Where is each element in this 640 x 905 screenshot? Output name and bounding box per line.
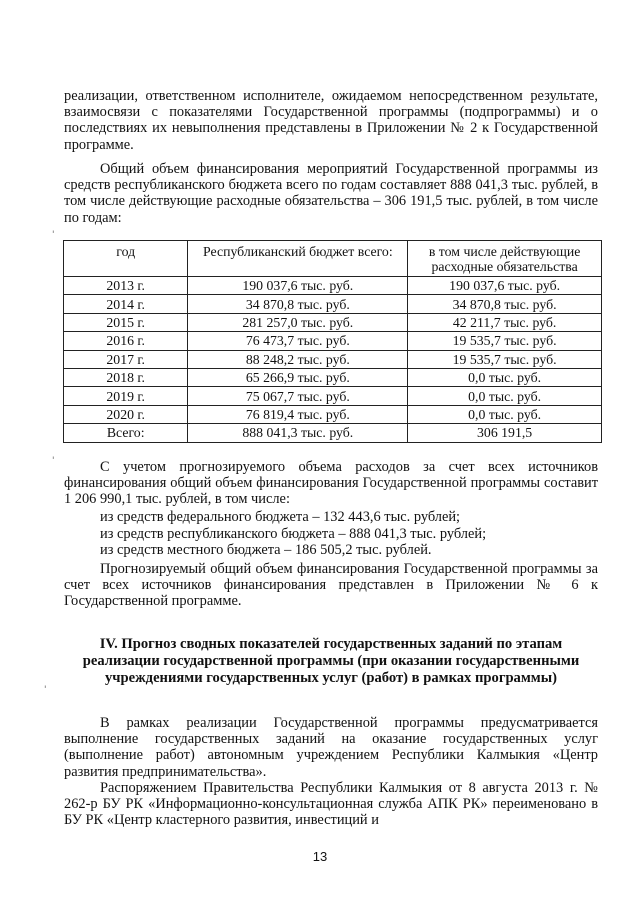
year-cell: 2015 г. [64, 313, 188, 331]
table-row [64, 332, 602, 350]
total-budget-cell: 888 041,3 тыс. руб. [188, 424, 408, 442]
intro-paragraph: реализации, ответственном исполнителе, ожидаемом непосредственном результате, взаимосвязи с показателями Государственной программы (подпрограммы) и о последствиях их невыполнения представлены в Приложении № 2 к Государственной программе. [64, 88, 598, 153]
section-heading: IV. Прогноз сводных показателей государственных заданий по этапам реализации государственной программы (при оказании государственными учреждениями государственных услуг (работ) в рамках программы) [82, 636, 580, 687]
table-row [64, 387, 602, 405]
total-financing-paragraph: С учетом прогнозируемого объема расходов за счет всех источников финансирования общий объем финансирования Государственной программы составит 1 206 990,1 тыс. рублей, в том числе: [64, 459, 598, 508]
margin-mark: ' [52, 456, 55, 466]
financing-intro-paragraph: Общий объем финансирования мероприятий Государственной программы из средств республиканского бюджета всего по годам составляет 888 041,3 тыс. рублей, в том числе действующие расходные обязательства – 306 191,5 тыс. рублей, в том числе по годам: [64, 161, 598, 226]
forecast-paragraph: Прогнозируемый общий объем финансирования Государственной программы за счет всех источников финансирования представлен в Приложении № 6 к Государственной программе. [64, 561, 598, 610]
obligations-cell: 19 535,7 тыс. руб. [408, 332, 602, 350]
section-paragraph-1: В рамках реализации Государственной программы предусматривается выполнение государственных заданий на оказание государственных услуг (выполнение работ) автономным учреждением Республики Калмыкия «Центр развития предпринимательства». [64, 715, 598, 780]
table-row [64, 313, 602, 331]
list-item: из средств федерального бюджета – 132 443,6 тыс. рублей; [100, 509, 461, 525]
obligations-cell: 190 037,6 тыс. руб. [408, 277, 602, 295]
table-row [64, 368, 602, 386]
obligations-cell: 0,0 тыс. руб. [408, 405, 602, 423]
budget-cell: 34 870,8 тыс. руб. [188, 295, 408, 313]
section-paragraph-2: Распоряжением Правительства Республики Калмыкия от 8 августа 2013 г. № 262-р БУ РК «Информационно-консультационная служба АПК РК» переименовано в БУ РК «Центр кластерного развития, инвестиций и [64, 780, 598, 829]
table-total-row [64, 424, 602, 442]
obligations-cell: 34 870,8 тыс. руб. [408, 295, 602, 313]
year-cell: 2018 г. [64, 368, 188, 386]
financing-table [63, 240, 602, 443]
year-cell: 2017 г. [64, 350, 188, 368]
list-item: из средств республиканского бюджета – 888 041,3 тыс. рублей; [100, 525, 487, 542]
budget-cell: 76 473,7 тыс. руб. [188, 332, 408, 350]
header-republican-budget: Республиканский бюджет всего: [188, 241, 408, 277]
obligations-cell: 0,0 тыс. руб. [408, 368, 602, 386]
header-current-obligations: в том числе действующие расходные обязательства [408, 241, 602, 277]
total-label-cell: Всего: [64, 424, 188, 442]
margin-mark: ' [44, 685, 47, 695]
budget-cell: 76 819,4 тыс. руб. [188, 405, 408, 423]
table-row [64, 277, 602, 295]
table-header-row [64, 241, 602, 277]
header-year: год [64, 241, 188, 277]
budget-cell: 281 257,0 тыс. руб. [188, 313, 408, 331]
budget-cell: 190 037,6 тыс. руб. [188, 277, 408, 295]
table-row [64, 350, 602, 368]
year-cell: 2020 г. [64, 405, 188, 423]
obligations-cell: 19 535,7 тыс. руб. [408, 350, 602, 368]
table-row [64, 295, 602, 313]
margin-mark: ' [52, 230, 55, 240]
table-row [64, 405, 602, 423]
list-item: из средств местного бюджета – 186 505,2 тыс. рублей. [100, 542, 432, 559]
obligations-cell: 42 211,7 тыс. руб. [408, 313, 602, 331]
page-number: 13 [312, 849, 328, 864]
year-cell: 2013 г. [64, 277, 188, 295]
budget-cell: 88 248,2 тыс. руб. [188, 350, 408, 368]
year-cell: 2014 г. [64, 295, 188, 313]
year-cell: 2016 г. [64, 332, 188, 350]
total-obligations-cell: 306 191,5 [408, 424, 602, 442]
sources-list [100, 509, 600, 559]
budget-cell: 65 266,9 тыс. руб. [188, 368, 408, 386]
obligations-cell: 0,0 тыс. руб. [408, 387, 602, 405]
year-cell: 2019 г. [64, 387, 188, 405]
budget-cell: 75 067,7 тыс. руб. [188, 387, 408, 405]
